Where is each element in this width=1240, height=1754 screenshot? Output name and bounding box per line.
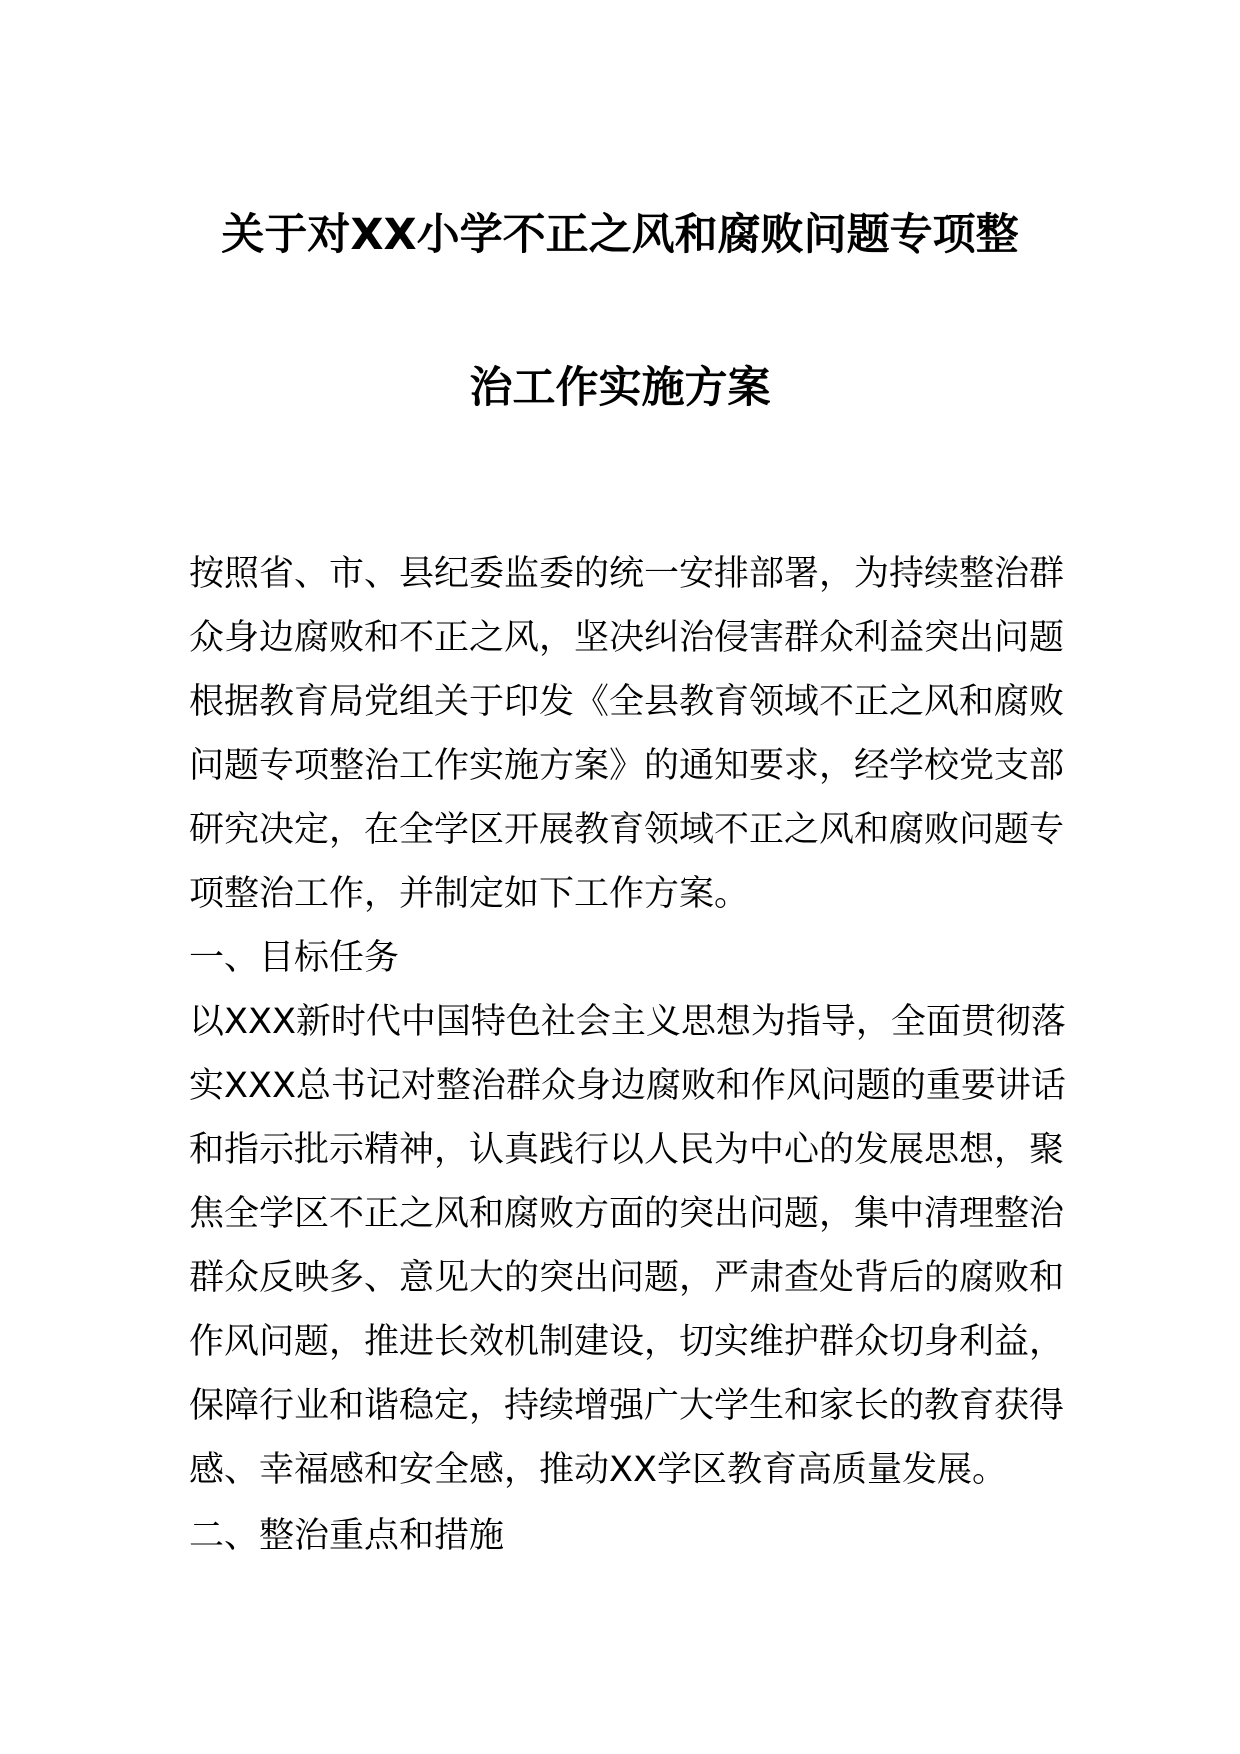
paragraph-goals-line-5: 群众反映多、意见大的突出问题，严肃查处背后的腐败和 xyxy=(189,1258,1065,1298)
paragraph-intro-line-4: 问题专项整治工作实施方案》的通知要求，经学校党支部 xyxy=(189,746,1065,786)
paragraph-intro-line-2: 众身边腐败和不正之风，坚决纠治侵害群众利益突出问题 xyxy=(189,618,1065,658)
paragraph-intro-line-6: 项整治工作，并制定如下工作方案。 xyxy=(189,874,750,914)
paragraph-goals-line-3: 和指示批示精神，认真践行以人民为中心的发展思想，聚 xyxy=(189,1130,1065,1170)
paragraph-goals-line-1: 以XXX新时代中国特色社会主义思想为指导，全面贯彻落 xyxy=(189,1002,1066,1042)
section-heading-1: 一、目标任务 xyxy=(189,938,400,978)
section-heading-2: 二、整治重点和措施 xyxy=(189,1516,505,1556)
paragraph-intro-line-3: 根据教育局党组关于印发《全县教育领域不正之风和腐败 xyxy=(189,682,1065,722)
paragraph-goals-line-8: 感、幸福感和安全感，推动XX学区教育高质量发展。 xyxy=(189,1450,1007,1490)
document-title-line-2: 治工作实施方案 xyxy=(469,363,771,413)
paragraph-goals-line-7: 保障行业和谐稳定，持续增强广大学生和家长的教育获得 xyxy=(189,1386,1065,1426)
paragraph-intro-line-1: 按照省、市、县纪委监委的统一安排部署，为持续整治群 xyxy=(189,554,1065,594)
paragraph-goals-line-4: 焦全学区不正之风和腐败方面的突出问题，集中清理整治 xyxy=(189,1194,1065,1234)
paragraph-goals-line-6: 作风问题，推进长效机制建设，切实维护群众切身利益， xyxy=(189,1322,1065,1362)
paragraph-intro-line-5: 研究决定，在全学区开展教育领域不正之风和腐败问题专 xyxy=(189,810,1065,850)
paragraph-goals-line-2: 实XXX总书记对整治群众身边腐败和作风问题的重要讲话 xyxy=(189,1066,1066,1106)
document-title-line-1: 关于对XX小学不正之风和腐败问题专项整 xyxy=(221,210,1019,260)
